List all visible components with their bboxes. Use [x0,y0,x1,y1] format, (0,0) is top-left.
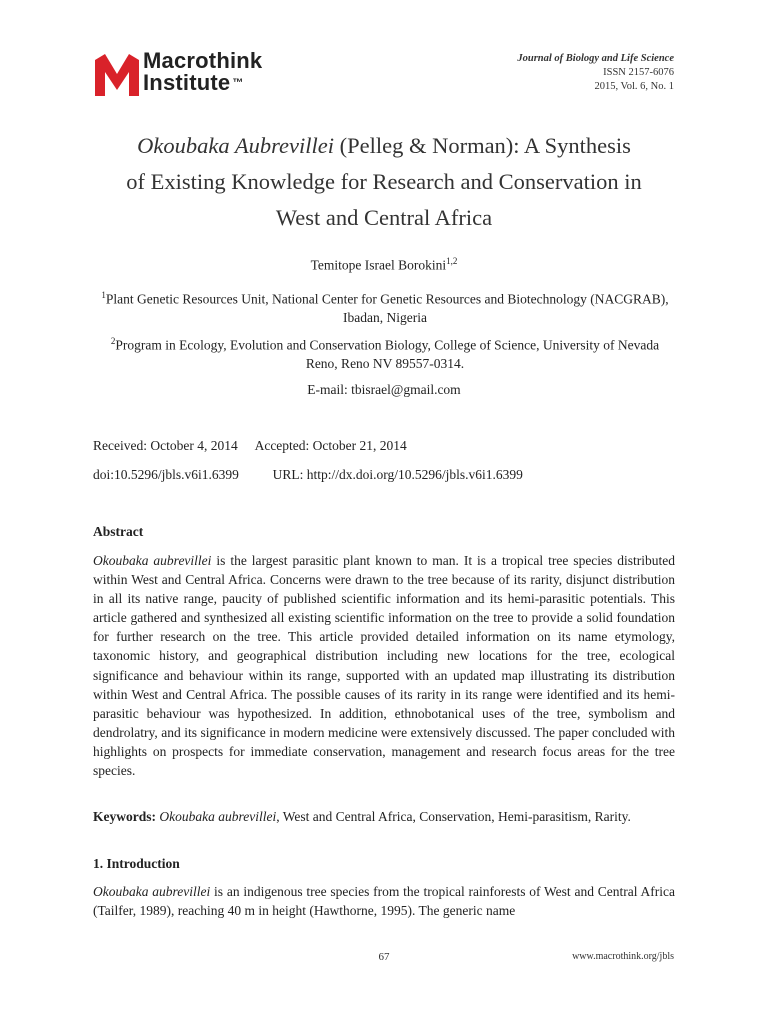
author-line [60,256,708,274]
journal-info [517,52,674,94]
doi-line [93,467,523,483]
paper-title [60,128,708,236]
received-date: Received: October 4, 2014 [93,438,238,453]
journal-name: Journal of Biology and Life Science [517,53,674,64]
keywords-list: , West and Central Africa, Conservation, Hemi-parasitism, Rarity. [276,809,631,824]
introduction-species: Okoubaka aubrevillei [93,884,211,899]
keywords-species: Okoubaka aubrevillei [156,809,277,824]
logo-line-2: Institute [143,70,231,95]
abstract-body: is the largest parasitic plant known to man. It is a tropical tree species distributed within West and Central Africa. Concerns were drawn to the tree because of its rarity, disjunct distribution in all its native range, paucity of published scientific information and its hemi-parasitic potentials. This article gathered and synthesized all existing scientific information on the tree to provide a solid foundation for further research on the tree. This article provided detailed information on its name etymology, taxonomic history, and geographical distribution including new locations for the tree, ecological significance and behaviour within its range, supported with an updated map illustrating its distribution within West and Central Africa. The possible causes of its rarity in its range were identified and its hemi-parasitic behaviour was hypothesized. In addition, ethnobotanical uses of the tree, symbolism and dendrolatry, and its significance in modern medicine were extensively discussed. The paper concluded with highlights on prospects for immediate conservation, management and research focus areas for the tree species. [93,553,675,779]
title-line-1-rest: (Pelleg & Norman): A Synthesis [333,133,631,158]
doi: doi:10.5296/jbls.v6i1.6399 [93,467,239,482]
footer-site-url[interactable]: www.macrothink.org/jbls [572,951,674,962]
affiliation-1 [95,286,675,327]
submission-dates [93,438,407,454]
author-affiliation-marks: 1,2 [446,256,458,266]
keywords [93,807,675,826]
introduction-heading: 1. Introduction [93,856,180,871]
title-line-2: of Existing Knowledge for Research and Conservation in [126,169,642,194]
logo-wordmark [143,50,262,94]
logo-trademark: ™ [232,77,244,89]
introduction-body: is an indigenous tree species from the tropical rainforests of West and Central Africa (Tailfer, 1989), reaching 40 m in height (Hawthorne, 1995). The generic name [93,884,675,919]
affiliation-1-text: Plant Genetic Resources Unit, National Center for Genetic Resources and Biotechnology (NACGRAB), Ibadan, Nigeria [105,291,669,325]
logo-line-1: Macrothink [143,48,263,73]
journal-volume: 2015, Vol. 6, No. 1 [594,81,674,92]
affiliation-2-mark: 2 [110,336,116,346]
abstract-species: Okoubaka aubrevillei [93,553,212,568]
publisher-logo [93,50,293,98]
abstract-text [93,551,675,780]
author-email: E-mail: tbisrael@gmail.com [307,382,461,397]
introduction-text [93,882,675,920]
doi-url[interactable]: URL: http://dx.doi.org/10.5296/jbls.v6i1.6399 [272,467,523,482]
affiliation-2-text: Program in Ecology, Evolution and Conservation Biology, College of Science, University of Nevada Reno, Reno NV 89557-0314. [115,337,660,371]
keywords-label: Keywords: [93,809,156,824]
affiliation-2 [95,332,675,373]
title-line-3: West and Central Africa [275,205,493,230]
page-number: 67 [378,951,390,963]
abstract-heading: Abstract [93,524,144,539]
title-species-name: Okoubaka Aubrevillei [137,133,334,158]
author-name: Temitope Israel Borokini [310,257,447,273]
affiliation-1-mark: 1 [101,290,106,300]
journal-issn: ISSN 2157-6076 [603,67,674,78]
accepted-date: Accepted: October 21, 2014 [254,438,407,453]
macrothink-logo-icon [93,50,141,98]
